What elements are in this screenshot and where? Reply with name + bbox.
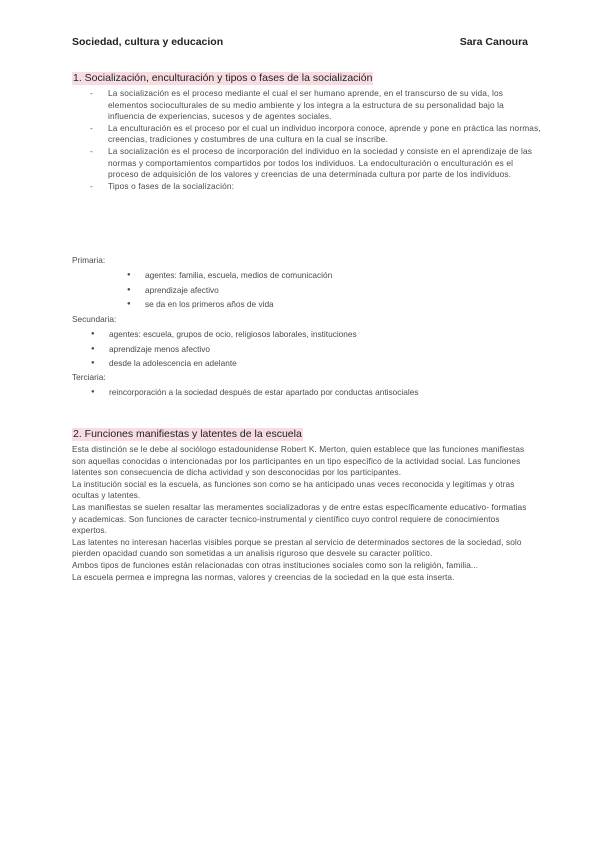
list-item: ● aprendizaje afectivo	[127, 283, 567, 298]
section-2-body	[72, 444, 532, 583]
list-item: ● se da en los primeros años de vida	[127, 297, 567, 312]
document-title: Sociedad, cultura y educacion	[72, 36, 224, 48]
section-1-list	[72, 88, 542, 192]
list-item: - La enculturación es el proceso por el cual un individuo incorpora conoce, aprende y pone en práctica las normas, creencias, tradiciones y costumbres de una cultura en la cual se inscribe.	[72, 123, 542, 146]
paragraph: Las latentes no interesan hacerlas visibles porque se prestan al servicio de determinados sectores de la sociedad, solo pierden opacidad cuando son sometidas a un analisis riguroso que desvele su caracter político.	[72, 536, 522, 559]
section-1-heading: 1. Socialización, enculturación y tipos o fases de la socialización	[73, 72, 373, 84]
list-item: ● agentes: familia, escuela, medios de comunicación	[127, 268, 567, 283]
list-item: - Tipos o fases de la socialización:	[72, 181, 542, 193]
paragraph: Ambos tipos de funciones están relacionadas con otras instituciones sociales como son la religión, familia...	[72, 559, 479, 570]
paragraph: La institución social es la escuela, as funciones son como se ha anticipado unas veces reconocida y legitimas y otras ocultas y latentes.	[72, 478, 515, 501]
primaria-list	[127, 268, 567, 312]
list-item: ● desde la adolescencia en adelante	[91, 356, 531, 371]
list-item: ● aprendizaje menos afectivo	[91, 342, 531, 357]
primaria-label: Primaria:	[72, 255, 106, 265]
secundaria-label: Secundaria:	[72, 314, 117, 324]
secundaria-list	[91, 327, 531, 371]
page-header	[72, 36, 528, 48]
author-name: Sara Canoura	[459, 36, 528, 48]
paragraph: La escuela permea e impregna las normas, valores y creencias de la sociedad en la que esta inserta.	[72, 571, 455, 582]
terciaria-label: Terciaria:	[72, 372, 106, 382]
paragraph: Las manifiestas se suelen resaltar las meramentes socializadoras y de entre estas específicamente educativo- formatias y academicas. Son funciones de caracter tecnico-instrumental y científico cuyo control requiere de conocimientos expertos.	[72, 501, 527, 536]
paragraph: Esta distinción se le debe al sociólogo estadounidense Robert K. Merton, quien establece que las funciones manifiestas son aquellas conocidas o intencionadas por los participantes en un tipo específico de la actividad social. Las funciones latentes son consecuencia de dicha actividad y son desconocidas por los participantes.	[72, 444, 525, 478]
list-item: ● agentes: escuela, grupos de ocio, religiosos laborales, instituciones	[91, 327, 531, 342]
terciaria-list	[91, 385, 531, 400]
section-2-heading: 2. Funciones manifiestas y latentes de la escuela	[73, 428, 302, 440]
list-item: - La socialización es el proceso mediante el cual el ser humano aprende, en el transcurso de su vida, los elementos socioculturales de su medio ambiente y los integra a la estructura de su personalidad bajo la influencia de experiencias, sucesos y de agentes sociales.	[72, 88, 542, 123]
list-item: - La socialización es el proceso de incorporación del individuo en la sociedad y consiste en el aprendizaje de las normas y comportamientos compartidos por todos los individuos. La endoculturación o enculturación es el proceso de adquisición de los valores y creencias de una determinada cultura por parte de los individuos.	[72, 146, 542, 181]
list-item: ● reincorporación a la sociedad después de estar apartado por conductas antisociales	[91, 385, 531, 400]
